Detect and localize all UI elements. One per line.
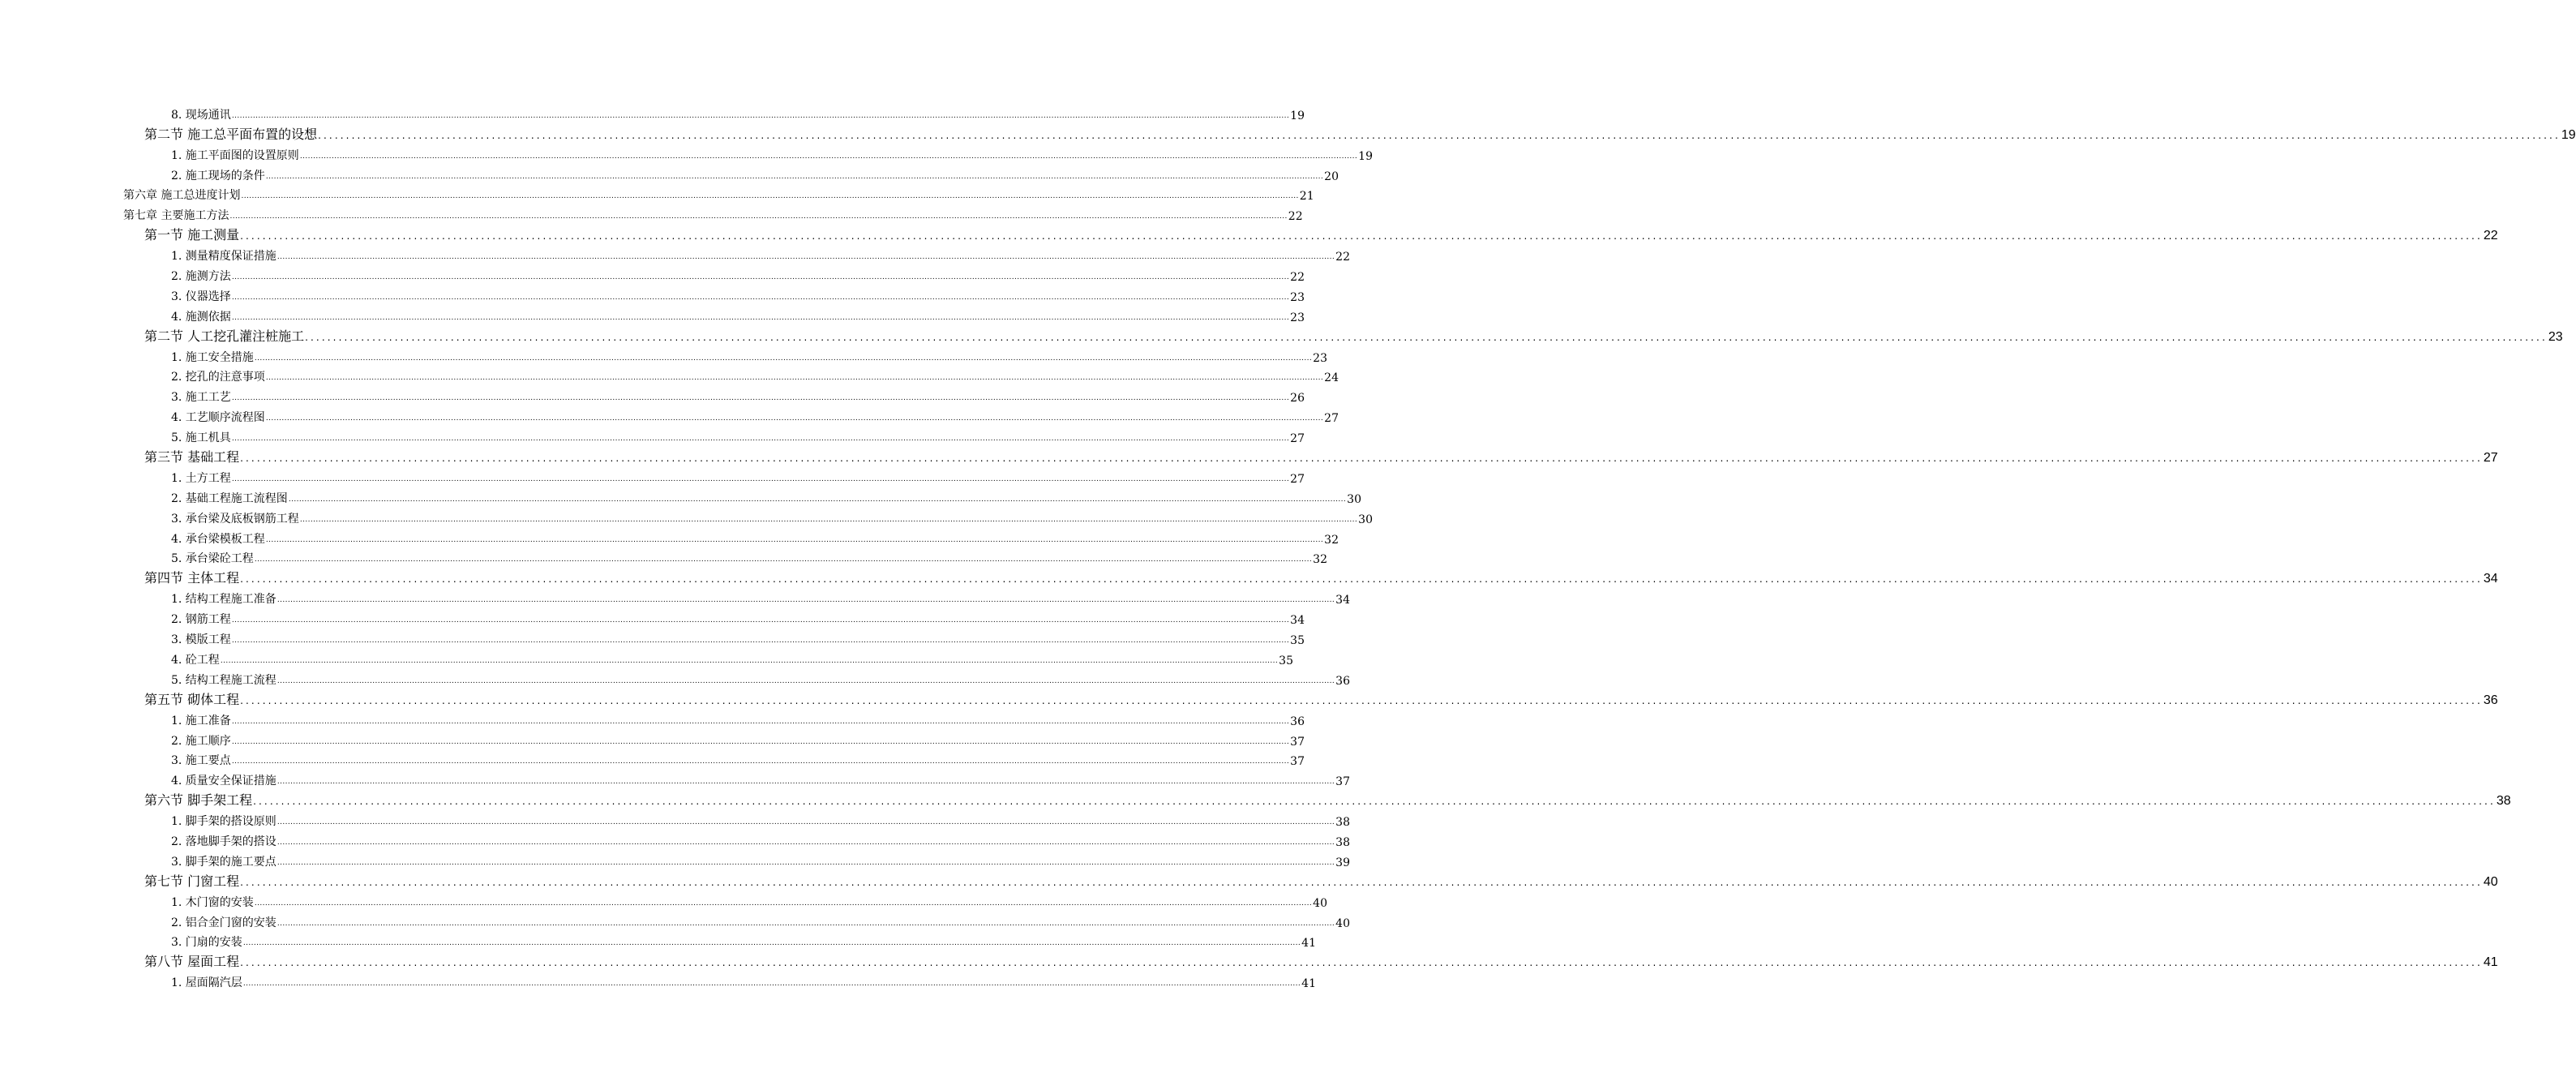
toc-dot-leader: ................................................................................................................................................................................................................................................................................................................................................................................................................	[231, 637, 1290, 646]
toc-page-number: 41	[2483, 955, 2498, 970]
toc-page-number: 38	[1335, 835, 1350, 849]
toc-page-number: 40	[2483, 874, 2498, 889]
toc-dot-leader: ................................................................................................................................................................................................................................................................................................................................................................................................................	[242, 939, 1301, 948]
toc-entry-title: 4. 施测依据	[171, 310, 231, 324]
toc-page-number: 34	[2483, 572, 2498, 586]
toc-entry-title: 2. 施测方法	[171, 270, 231, 284]
toc-entry-title: 2. 施工现场的条件	[171, 169, 265, 182]
toc-page-number: 34	[1290, 614, 1305, 628]
toc-section-entry[interactable]	[0, 869, 2498, 890]
toc-page-number: 38	[2496, 794, 2511, 809]
toc-subsection-entry[interactable]	[0, 264, 1305, 285]
toc-entry-title: 1. 脚手架的搭设原则	[171, 815, 276, 829]
toc-page-number: 37	[1290, 735, 1305, 749]
toc-page-number: 40	[1335, 916, 1350, 930]
toc-dot-leader: ................................................................................................................................................................................................................................................................................................................................................................................................................	[231, 435, 1290, 444]
toc-entry-title: 第六章 施工总进度计划	[123, 189, 241, 203]
toc-entry-title: 1. 土方工程	[171, 471, 231, 485]
toc-dot-leader: ................................................................................................................................................................................................................................................................................................................................................................................................................	[299, 515, 1358, 524]
toc-dot-leader: ................................................................................................................................................................................................................................................................................................................................................................................................................	[241, 192, 1299, 201]
toc-entry-title: 第二节 施工总平面布置的设想	[144, 126, 318, 142]
toc-entry-title: 3. 仪器选择	[171, 290, 231, 303]
toc-dot-leader: ................................................................................................................................................................................................................................................................................................................................................................................................................	[231, 474, 1290, 483]
toc-entry-title: 1. 施工平面图的设置原则	[171, 148, 299, 162]
toc-page-number: 41	[1301, 977, 1316, 991]
toc-subsection-entry[interactable]	[0, 728, 1305, 749]
toc-dot-leader: ................................................................................................................................................................................................................................................................................................................................................................................................................	[240, 957, 2483, 969]
toc-entry-title: 1. 屋面隔汽层	[171, 976, 242, 990]
toc-dot-leader: ................................................................................................................................................................................................................................................................................................................................................................................................................	[231, 111, 1290, 120]
toc-page-number: 41	[1301, 937, 1316, 951]
toc-entry-title: 5. 承台梁砼工程	[171, 552, 254, 566]
toc-subsection-entry[interactable]	[0, 345, 1327, 365]
toc-page-number: 22	[1335, 251, 1350, 264]
toc-entry-title: 1. 结构工程施工准备	[171, 593, 276, 607]
toc-dot-leader: ................................................................................................................................................................................................................................................................................................................................................................................................................	[288, 495, 1347, 504]
toc-dot-leader: ................................................................................................................................................................................................................................................................................................................................................................................................................	[305, 331, 2548, 343]
toc-subsection-entry[interactable]	[0, 607, 1305, 628]
toc-entry-title: 2. 挖孔的注意事项	[171, 371, 265, 384]
toc-page-number: 36	[2483, 693, 2498, 707]
table-of-contents	[0, 102, 2576, 991]
toc-page-number: 23	[1290, 290, 1305, 304]
toc-dot-leader: ................................................................................................................................................................................................................................................................................................................................................................................................................	[240, 453, 2483, 465]
toc-dot-leader: ................................................................................................................................................................................................................................................................................................................................................................................................................	[265, 374, 1324, 383]
toc-subsection-entry[interactable]	[0, 970, 1316, 991]
toc-page-number: 19	[1290, 109, 1305, 122]
toc-dot-leader: ................................................................................................................................................................................................................................................................................................................................................................................................................	[318, 129, 2561, 141]
toc-subsection-entry[interactable]	[0, 627, 1305, 648]
toc-dot-leader: ................................................................................................................................................................................................................................................................................................................................................................................................................	[240, 694, 2483, 706]
toc-subsection-entry[interactable]	[0, 647, 1293, 667]
toc-dot-leader: ................................................................................................................................................................................................................................................................................................................................................................................................................	[231, 394, 1290, 403]
toc-dot-leader: ................................................................................................................................................................................................................................................................................................................................................................................................................	[242, 980, 1301, 989]
toc-entry-title: 5. 施工机具	[171, 431, 231, 445]
toc-entry-title: 2. 基础工程施工流程图	[171, 491, 288, 505]
toc-dot-leader: ................................................................................................................................................................................................................................................................................................................................................................................................................	[265, 414, 1324, 423]
toc-dot-leader: ................................................................................................................................................................................................................................................................................................................................................................................................................	[231, 757, 1290, 766]
toc-subsection-entry[interactable]	[0, 667, 1350, 688]
toc-entry-title: 第四节 主体工程	[144, 570, 240, 586]
toc-dot-leader: ................................................................................................................................................................................................................................................................................................................................................................................................................	[231, 273, 1290, 282]
toc-section-entry[interactable]	[0, 223, 2498, 243]
toc-page-number: 23	[1313, 351, 1327, 365]
toc-entry-title: 3. 门扇的安装	[171, 936, 242, 950]
toc-entry-title: 第三节 基础工程	[144, 449, 240, 466]
toc-entry-title: 3. 模版工程	[171, 633, 231, 647]
toc-subsection-entry[interactable]	[0, 304, 1305, 324]
toc-entry-title: 第七章 主要施工方法	[123, 209, 229, 223]
toc-dot-leader: ................................................................................................................................................................................................................................................................................................................................................................................................................	[240, 230, 2483, 242]
toc-entry-title: 3. 施工工艺	[171, 391, 231, 405]
toc-subsection-entry[interactable]	[0, 143, 1373, 163]
toc-dot-leader: ................................................................................................................................................................................................................................................................................................................................................................................................................	[240, 573, 2483, 586]
toc-page-number: 19	[1358, 149, 1373, 163]
toc-page-number: 27	[1290, 432, 1305, 446]
toc-entry-title: 1. 施工准备	[171, 714, 231, 727]
toc-page-number: 23	[1290, 311, 1305, 324]
toc-page-number: 22	[2483, 229, 2498, 243]
toc-dot-leader: ................................................................................................................................................................................................................................................................................................................................................................................................................	[220, 656, 1279, 665]
toc-page-number: 20	[1324, 170, 1339, 183]
toc-entry-title: 2. 钢筋工程	[171, 613, 231, 627]
toc-page-number: 27	[1290, 472, 1305, 486]
toc-dot-leader: ................................................................................................................................................................................................................................................................................................................................................................................................................	[231, 737, 1290, 746]
toc-dot-leader: ................................................................................................................................................................................................................................................................................................................................................................................................................	[265, 535, 1324, 544]
toc-page-number: 34	[1335, 594, 1350, 607]
toc-dot-leader: ................................................................................................................................................................................................................................................................................................................................................................................................................	[276, 838, 1335, 847]
toc-page-number: 30	[1347, 492, 1361, 506]
toc-entry-title: 5. 结构工程施工流程	[171, 673, 276, 687]
toc-subsection-entry[interactable]	[0, 849, 1350, 869]
toc-page-number: 37	[1335, 775, 1350, 789]
toc-page-number: 22	[1288, 210, 1303, 224]
toc-entry-title: 第六节 脚手架工程	[144, 792, 253, 809]
toc-page-number: 32	[1324, 533, 1339, 547]
toc-subsection-entry[interactable]	[0, 910, 1350, 930]
toc-dot-leader: ................................................................................................................................................................................................................................................................................................................................................................................................................	[276, 676, 1335, 685]
toc-subsection-entry[interactable]	[0, 526, 1339, 547]
toc-entry-title: 2. 铝合金门窗的安装	[171, 916, 276, 929]
toc-dot-leader: ................................................................................................................................................................................................................................................................................................................................................................................................................	[276, 596, 1335, 605]
toc-page-number: 38	[1335, 816, 1350, 830]
toc-subsection-entry[interactable]	[0, 243, 1350, 264]
toc-entry-title: 1. 施工安全措施	[171, 350, 254, 364]
toc-subsection-entry[interactable]	[0, 586, 1350, 607]
toc-page-number: 21	[1299, 190, 1314, 204]
toc-entry-title: 2. 落地脚手架的搭设	[171, 835, 276, 848]
toc-entry-title: 第八节 屋面工程	[144, 954, 240, 970]
toc-dot-leader: ................................................................................................................................................................................................................................................................................................................................................................................................................	[229, 212, 1288, 221]
toc-subsection-entry[interactable]	[0, 809, 1350, 830]
toc-dot-leader: ................................................................................................................................................................................................................................................................................................................................................................................................................	[231, 293, 1290, 302]
toc-page-number: 39	[1335, 856, 1350, 869]
toc-entry-title: 1. 木门窗的安装	[171, 895, 254, 909]
toc-subsection-entry[interactable]	[0, 102, 1305, 122]
toc-entry-title: 8. 现场通讯	[171, 108, 231, 122]
toc-subsection-entry[interactable]	[0, 749, 1305, 769]
toc-dot-leader: ................................................................................................................................................................................................................................................................................................................................................................................................................	[254, 354, 1313, 363]
toc-dot-leader: ................................................................................................................................................................................................................................................................................................................................................................................................................	[276, 818, 1335, 827]
toc-subsection-entry[interactable]	[0, 365, 1339, 385]
toc-page-number: 30	[1358, 513, 1373, 526]
toc-page-number: 23	[2548, 329, 2563, 344]
toc-entry-title: 3. 脚手架的施工要点	[171, 855, 276, 869]
toc-subsection-entry[interactable]	[0, 708, 1305, 728]
toc-subsection-entry[interactable]	[0, 930, 1316, 951]
toc-section-entry[interactable]	[0, 566, 2498, 586]
toc-page-number: 37	[1290, 755, 1305, 769]
toc-page-number: 35	[1279, 654, 1293, 667]
toc-subsection-entry[interactable]	[0, 547, 1327, 567]
toc-page-number: 27	[2483, 451, 2498, 466]
toc-page-number: 19	[2561, 127, 2576, 142]
toc-subsection-entry[interactable]	[0, 506, 1373, 526]
toc-page-number: 35	[1290, 634, 1305, 648]
toc-dot-leader: ................................................................................................................................................................................................................................................................................................................................................................................................................	[231, 616, 1290, 625]
toc-section-entry[interactable]	[0, 950, 2498, 970]
toc-entry-title: 3. 施工要点	[171, 754, 231, 768]
toc-entry-title: 3. 承台梁及底板钢筋工程	[171, 512, 299, 526]
toc-section-entry[interactable]	[0, 122, 2576, 143]
toc-dot-leader: ................................................................................................................................................................................................................................................................................................................................................................................................................	[254, 899, 1313, 908]
toc-section-entry[interactable]	[0, 688, 2498, 708]
toc-entry-title: 第二节 人工挖孔灌注桩施工	[144, 328, 305, 344]
toc-dot-leader: ................................................................................................................................................................................................................................................................................................................................................................................................................	[276, 778, 1335, 787]
toc-section-entry[interactable]	[0, 324, 2563, 345]
toc-dot-leader: ................................................................................................................................................................................................................................................................................................................................................................................................................	[265, 172, 1324, 181]
toc-dot-leader: ................................................................................................................................................................................................................................................................................................................................................................................................................	[299, 152, 1358, 161]
toc-page-number: 32	[1313, 553, 1327, 567]
toc-subsection-entry[interactable]	[0, 486, 1361, 506]
toc-subsection-entry[interactable]	[0, 890, 1327, 910]
toc-entry-title: 4. 工艺顺序流程图	[171, 411, 265, 425]
toc-page-number: 26	[1290, 392, 1305, 406]
toc-page-number: 24	[1324, 371, 1339, 385]
toc-entry-title: 2. 施工顺序	[171, 734, 231, 748]
toc-dot-leader: ................................................................................................................................................................................................................................................................................................................................................................................................................	[254, 556, 1313, 564]
toc-subsection-entry[interactable]	[0, 466, 1305, 486]
toc-entry-title: 第五节 砌体工程	[144, 691, 240, 707]
toc-chapter-entry[interactable]	[0, 203, 1303, 224]
toc-subsection-entry[interactable]	[0, 425, 1305, 446]
toc-entry-title: 第一节 施工测量	[144, 227, 240, 243]
toc-subsection-entry[interactable]	[0, 405, 1339, 426]
toc-dot-leader: ................................................................................................................................................................................................................................................................................................................................................................................................................	[231, 717, 1290, 726]
toc-page-number: 36	[1290, 715, 1305, 728]
toc-entry-title: 4. 砼工程	[171, 653, 220, 667]
toc-page-number: 40	[1313, 896, 1327, 910]
toc-entry-title: 4. 质量安全保证措施	[171, 775, 276, 788]
toc-dot-leader: ................................................................................................................................................................................................................................................................................................................................................................................................................	[276, 253, 1335, 262]
toc-page-number: 27	[1324, 412, 1339, 426]
toc-dot-leader: ................................................................................................................................................................................................................................................................................................................................................................................................................	[253, 796, 2496, 808]
toc-page-number: 22	[1290, 271, 1305, 285]
toc-dot-leader: ................................................................................................................................................................................................................................................................................................................................................................................................................	[231, 313, 1290, 322]
toc-dot-leader: ................................................................................................................................................................................................................................................................................................................................................................................................................	[276, 919, 1335, 928]
toc-dot-leader: ................................................................................................................................................................................................................................................................................................................................................................................................................	[276, 858, 1335, 867]
toc-subsection-entry[interactable]	[0, 829, 1350, 849]
toc-entry-title: 第七节 门窗工程	[144, 873, 240, 889]
toc-entry-title: 4. 承台梁模板工程	[171, 532, 265, 546]
toc-page-number: 36	[1335, 674, 1350, 688]
toc-subsection-entry[interactable]	[0, 384, 1305, 406]
toc-subsection-entry[interactable]	[0, 284, 1305, 304]
toc-section-entry[interactable]	[0, 788, 2511, 809]
toc-dot-leader: ................................................................................................................................................................................................................................................................................................................................................................................................................	[240, 876, 2483, 888]
toc-entry-title: 1. 测量精度保证措施	[171, 250, 276, 264]
toc-subsection-entry[interactable]	[0, 163, 1339, 183]
toc-subsection-entry[interactable]	[0, 768, 1350, 789]
toc-chapter-entry[interactable]	[0, 183, 1314, 204]
toc-section-entry[interactable]	[0, 445, 2498, 466]
